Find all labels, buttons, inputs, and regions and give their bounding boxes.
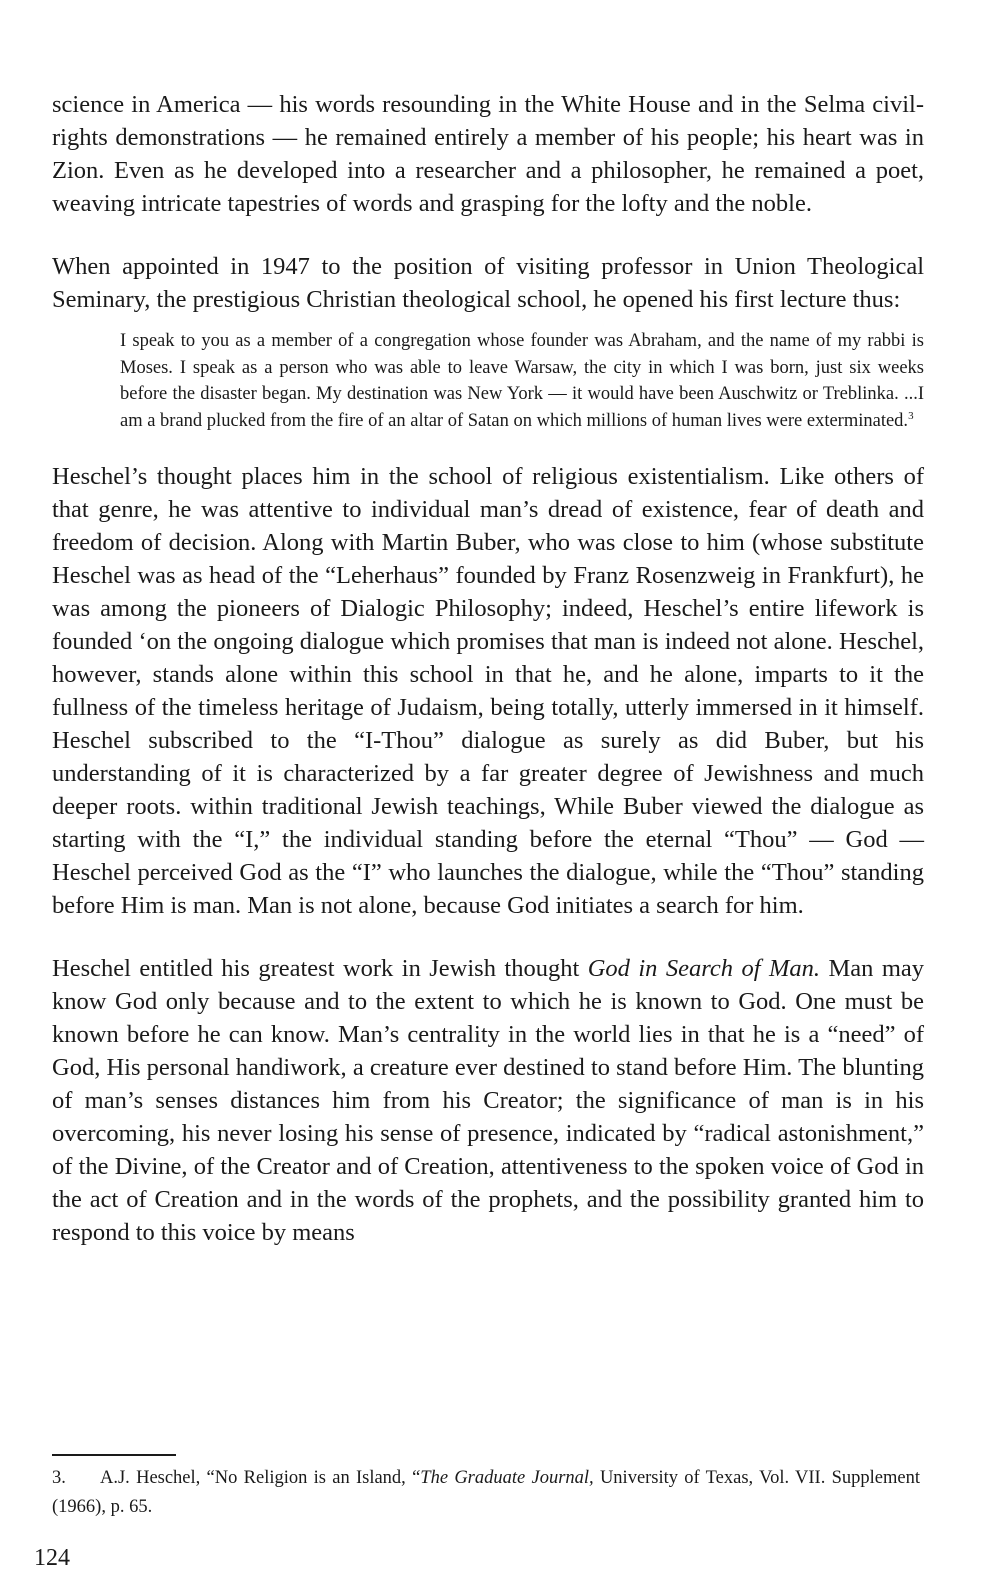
footnote-reference: 3	[908, 409, 914, 422]
page-number: 124	[34, 1545, 70, 1571]
footnote-number: 3.	[52, 1468, 66, 1488]
footnote-text-start: A.J. Heschel, “No Religion is an Island, “	[100, 1468, 421, 1488]
quote-text: I speak to you as a member of a congregation whose founder was Abraham, and the name of my rabbi is Moses. I speak as a person who was able to leave Warsaw, the city in which I was born, just six weeks before the disaster began. My destination was New York — it would have been Auschwitz or Treblinka. ...I am a brand plucked from the fire of an altar of Satan on which millions of human lives were exterminated.	[120, 331, 924, 431]
journal-title: The Graduate Journal,	[420, 1468, 594, 1488]
page-body	[52, 88, 924, 1279]
footnote-text-end: University of Texas, Vol. VII. Supplement (1966), p. 65.	[52, 1468, 920, 1517]
paragraph-4	[52, 952, 924, 1249]
paragraph-2: When appointed in 1947 to the position of visiting professor in Union Theological Seminary, the prestigious Christian theological school, he opened his first lecture thus:	[52, 253, 924, 313]
paragraph-1: science in America — his words resounding in the White House and in the Selma civil-rights demonstrations — he remained entirely a member of his people; his heart was in Zion. Even as he developed into a researcher and a philosopher, he remained a poet, weaving intricate tapestries of words and grasping for the lofty and the noble.	[52, 91, 924, 217]
book-title: God in Search of Man.	[587, 955, 821, 982]
paragraph-3: Heschel’s thought places him in the school of religious existentialism. Like others of that genre, he was attentive to individual man’s dread of existence, fear of death and freedom of decision. Along with Martin Buber, who was close to him (whose substitute Heschel was as head of the “Leherhaus” founded by Franz Rosenzweig in Frankfurt), he was among the pioneers of Dialogic Philosophy; indeed, Heschel’s entire lifework is founded ‘on the ongoing dialogue which promises that man is indeed not alone. Heschel, however, stands alone within this school in that he, and he alone, imparts to it the fullness of the timeless heritage of Judaism, being totally, utterly immersed in it himself. Heschel subscribed to the “I-Thou” dialogue as surely as did Buber, but his understanding of it is characterized by a far greater degree of Jewishness and much deeper roots. within traditional Jewish teachings, While Buber viewed the dialogue as starting with the “I,” the individual standing before the eternal “Thou” — God — Heschel perceived God as the “I” who launches the dialogue, while the “Thou” standing before Him is man. Man is not alone, because God initiates a search for him.	[52, 463, 924, 919]
paragraph-4-text-start: Heschel entitled his greatest work in Jewish thought	[52, 955, 588, 982]
footnote	[52, 1464, 920, 1522]
footnote-divider	[52, 1454, 176, 1456]
paragraph-4-text-end: Man may know God only because and to the extent to which he is known to God. One must be known before he can know. Man’s centrality in the world lies in that he is a “need” of God, His personal handiwork, a creature ever destined to stand before Him. The blunting of man’s senses distances him from his Creator; the significance of man is in his overcoming, his never losing his sense of presence, indicated by “radical astonishment,” of the Divine, of the Creator and of Creation, attentiveness to the spoken voice of God in the act of Creation and in the words of the prophets, and the possibility granted him to respond to this voice by means	[52, 955, 925, 1246]
block-quote	[120, 328, 924, 434]
